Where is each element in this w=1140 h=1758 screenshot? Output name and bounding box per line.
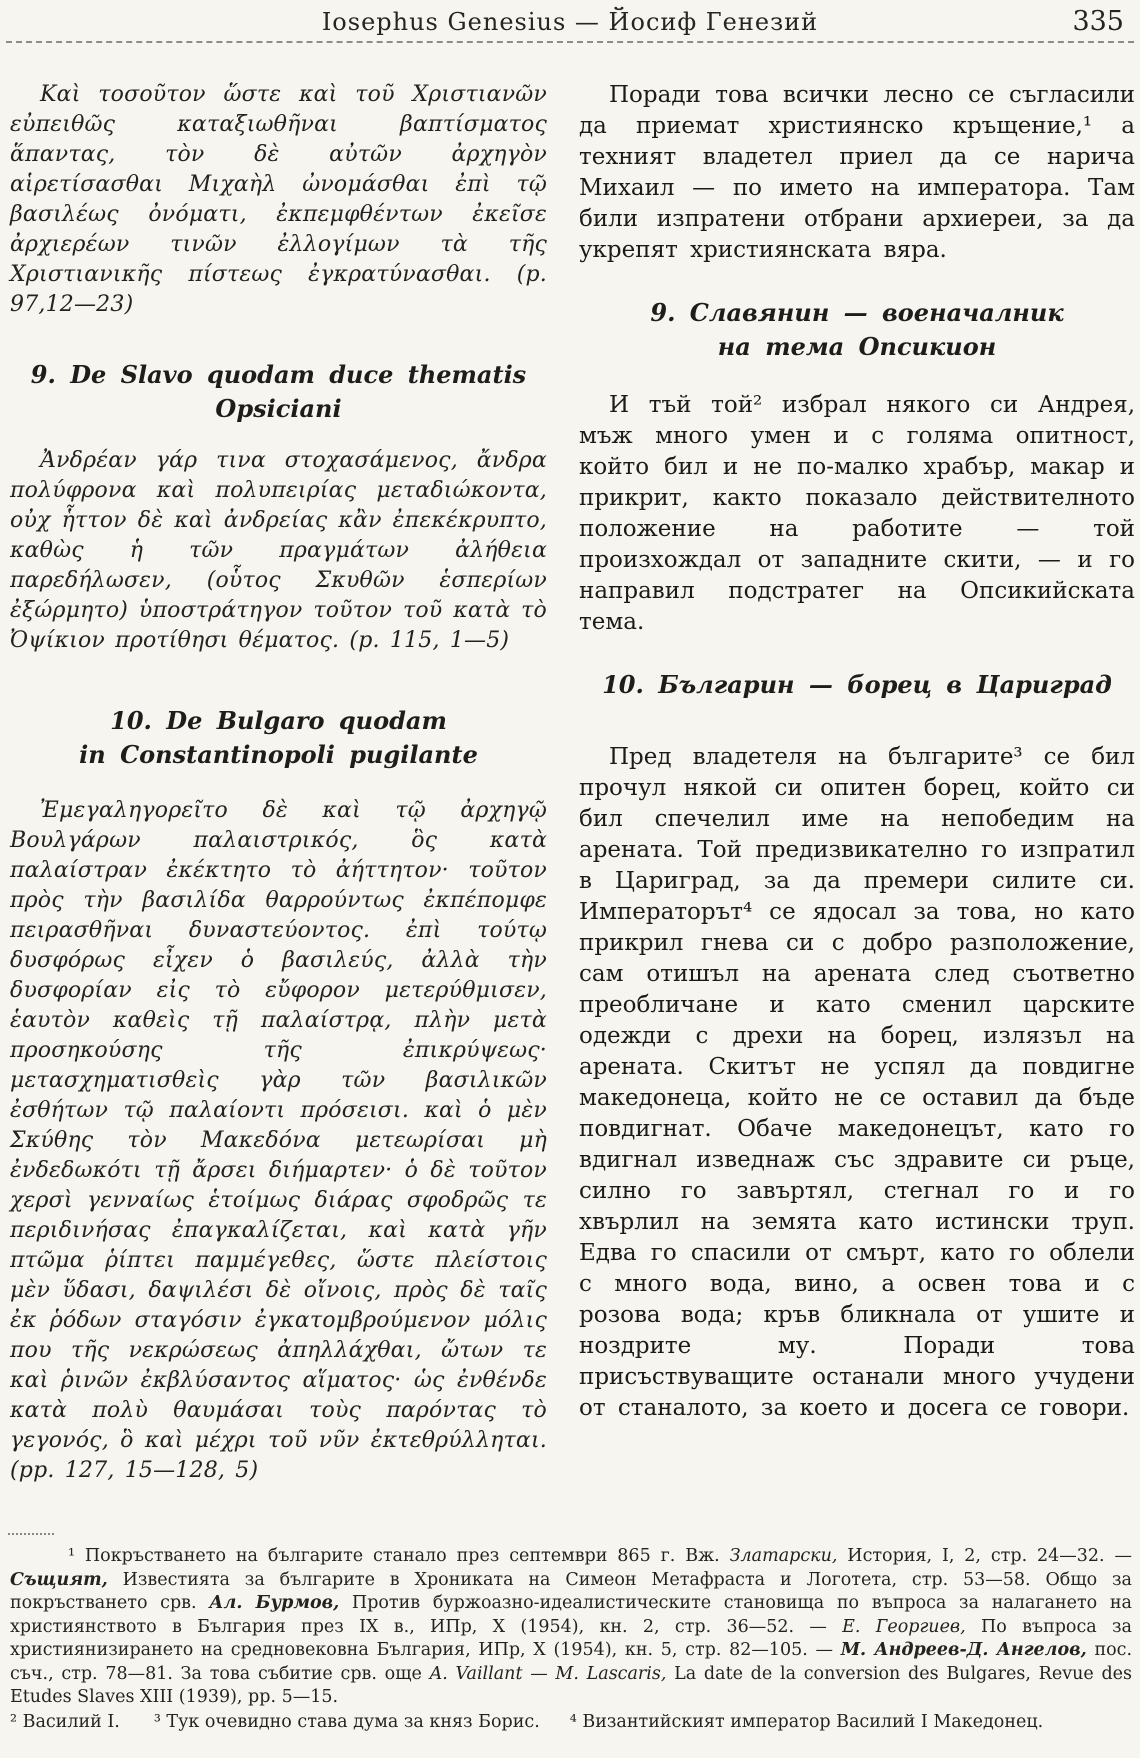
left-column-greek [10,80,547,1486]
section-10-heading-bulgarian-line1: 10. Българин — борец в Цариград [602,670,1112,699]
footnote-separator-rule [8,1533,54,1535]
footnote-1-text-3: Известията за българите в Хрониката на Симеон Метафраста и Логотета, стр. 53—58. Общо за покръстването срв. [10,1569,1132,1613]
section-9-heading-latin [10,358,547,426]
footnote-1-author-zlatarski: Златарски, [729,1546,838,1566]
page-number: 335 [1072,6,1124,37]
footnote-1-author-sashtiyat: Същият, [10,1569,108,1590]
footnote-1-author-andreev-angelov: М. Андреев-Д. Ангелов, [840,1640,1087,1660]
footnote-1-author-georgiev: Е. Георгиев, [842,1616,966,1637]
footnote-block [10,1545,1132,1734]
greek-paragraph-section-9: Ἀνδρέαν γάρ τινα στοχασάμενος, ἄνδρα πολύφρονα καὶ πολυπειρίας μεταδιώκοντα, οὐχ ἧττον δὲ καὶ ἀνδρείας κἂν ἐπεκέκρυπτο, καθὼς ἡ τῶν πραγμάτων ἀλήθεια παρεδήλωσεν, (οὗτος Σκυθῶν ἑσπερίων ἐξώρμητο) ὑποστράτηγον τοῦτον τοῦ κατὰ τὸ Ὀψίκιον προτίθησι θέματος. (p. 115, 1—5) [10,448,547,653]
right-column-bulgarian [579,80,1135,1424]
footnote-1-text-4: Против буржоазно-идеалистическите становища по въпроса за налагането на християнството в България през IX в., ИПр, X (1954), кн. 2, стр. 36—52. — [10,1593,1132,1637]
section-9-heading-latin-line2: Opsiciani [215,394,342,423]
bulgarian-paragraph-baptism: Поради това всички лесно се съгласили да приемат християнско кръщение,¹ а техният владетел приел да се нарича Михаил — по името на императора. Там били изпратени отбрани архиереи, за да укрепят християнската вяра. [579,82,1135,263]
header-divider-rule [6,41,1134,43]
footnote-1-text-5: По въпроса за християнизирането на средновековна България, ИПр, X (1954), кн. 5, стр. 82—105. — [10,1616,1132,1660]
section-10-heading-latin-line2: in Constantinopoli pugilante [79,740,478,769]
section-10-heading-bulgarian [579,668,1135,702]
greek-paragraph-baptism: Καὶ τοσοῦτον ὥστε καὶ τοῦ Χριστιανῶν εὐπειθῶς καταξιωθῆναι βαπτίσματος ἅπαντας, τὸν δὲ αὐτῶν ἀρχηγὸν αἱρετίσασθαι Μιχαὴλ ὠνομάσθαι ἐπὶ τῷ βασιλέως ὀνόματι, ἐκπεμφθέντων ἐκεῖσε ἀρχιερέων τινῶν ἐλλογίμων τὰ τῆς Χριστιανικῆς πίστεως ἐγκρατύνασθαι. (p. 97,12—23) [10,82,547,317]
section-9-heading-bulgarian-line2: на тема Опсикион [717,332,997,361]
footnotes-2-3-4 [10,1711,1132,1735]
footnote-1-text-6: пос. съч., стр. 78—81. За това събитие срв. още [10,1640,1133,1684]
footnote-2: ² Василий I. [10,1711,120,1732]
footnote-1 [10,1545,1132,1710]
footnote-1-author-vaillant-lascaris: A. Vaillant — M. Lascaris, [429,1663,667,1684]
footnote-1-author-burmov: Ал. Бурмов, [209,1593,340,1613]
footnote-1-text: ¹ Покръстването на българите станало през септември 865 г. Вж. [68,1546,730,1566]
footnote-1-text-2: История, I, 2, стр. 24—32. — [837,1546,1132,1566]
bulgarian-paragraph-section-10: Пред владетеля на българите³ се бил прочул някой си опитен борец, който си бил спечелил име на непобедим на арената. Той предизвикателно го изпратил в Цариград, за да премери силите си. Императорът⁴ се ядосал за това, но като прикрил гнева си с добро разположение, сам отишъл на арената след съответно преобличане и като сменил царските одежди с дрехи на борец, излязъл на арената. Скитът не успял да повдигне македонеца, който не се оставил да бъде повдигнат. Обаче македонецът, като го вдигнал изведнаж със здравите си ръце, силно го завъртял, стегнал го и го хвърлил на земята като истински труп. Едва го спасили от смърт, като го облели с много вода, вино, а освен това и с розова вода; кръв бликнала от ушите и ноздрите му. Поради това присъствуващите останали много учудени от станалото, за което и досега се говори. [579,744,1135,1421]
greek-paragraph-section-10: Ἐμεγαληγορεῖτο δὲ καὶ τῷ ἀρχηγῷ Βουλγάρων παλαιστρικός, ὃς κατὰ παλαίστραν ἐκέκτητο τὸ ἀήττητον· τοῦτον πρὸς τὴν βασιλίδα θαρρούντως ἐκπέπομφε πειρασθῆναι δυναστεύοντος. ἐπὶ τούτῳ δυσφόρως εἶχεν ὁ βασιλεύς, ἀλλὰ τὴν δυσφορίαν εἰς τὸ εὔφορον μετερύθμισεν, ἑαυτὸν καθεὶς τῇ παλαίστρᾳ, πλὴν μετὰ προσηκούσης τῆς ἐπικρύψεως· μετασχηματισθεὶς γὰρ τῶν βασιλικῶν ἐσθήτων τῷ παλαίοντι πρόσεισι. καὶ ὁ μὲν Σκύθης τὸν Μακεδόνα μετεωρίσαι μὴ ἐνδεδωκότι τῇ ἄρσει διήμαρτεν· ὁ δὲ τοῦτον χερσὶ γενναίως ἑτοίμως διάρας σφοδρῶς τε περιδινήσας ἐπαγκαλίζεται, καὶ κατὰ γῆν πτῶμα ῥίπτει παμμέγεθες, ὥστε πλείστοις μὲν ὕδασι, δαψιλέσι δὲ οἴνοις, πρὸς δὲ ταῖς ἐκ ῥόδων σταγόσιν ἐγκατομβρούμενον μόλις που τῆς νεκρώσεως ἀπηλλάχθαι, ὤτων τε καὶ ῥινῶν ἐκβλύσαντος αἵματος· ὡς ἐνθένδε κατὰ πολὺ θαυμάσαι τοὺς παρόντας τὸ γεγονός, ὃ καὶ μέχρι τοῦ νῦν ἐκτεθρύλληται. (pp. 127, 15—128, 5) [10,798,547,1483]
section-10-heading-latin [10,704,547,772]
footnote-4: ⁴ Византийският император Василий I Македонец. [569,1711,1044,1732]
section-9-heading-bulgarian-line1: 9. Славянин — военачалник [650,298,1064,327]
footnote-1-text-7: La date de la conversion des Bulgares, Revue des Etudes Slaves XIII (1939), pp. 5—15. [10,1663,1132,1707]
bulgarian-paragraph-section-9: И тъй той² избрал някого си Андрея, мъж много умен и с голяма опитност, който бил и не по-малко храбър, макар и прикрит, както показало действителното положение на работите — той произхождал от западните скити, — и го направил подстратег на Опсикийската тема. [579,392,1135,635]
section-9-heading-bulgarian [579,296,1135,364]
footnote-3: ³ Тук очевидно става дума за княз Борис. [153,1711,540,1732]
section-9-heading-latin-line1: 9. De Slavo quodam duce thematis [30,360,527,389]
section-10-heading-latin-line1: 10. De Bulgaro quodam [110,706,447,735]
running-header-title: Iosephus Genesius — Йосиф Генезий [321,8,819,36]
